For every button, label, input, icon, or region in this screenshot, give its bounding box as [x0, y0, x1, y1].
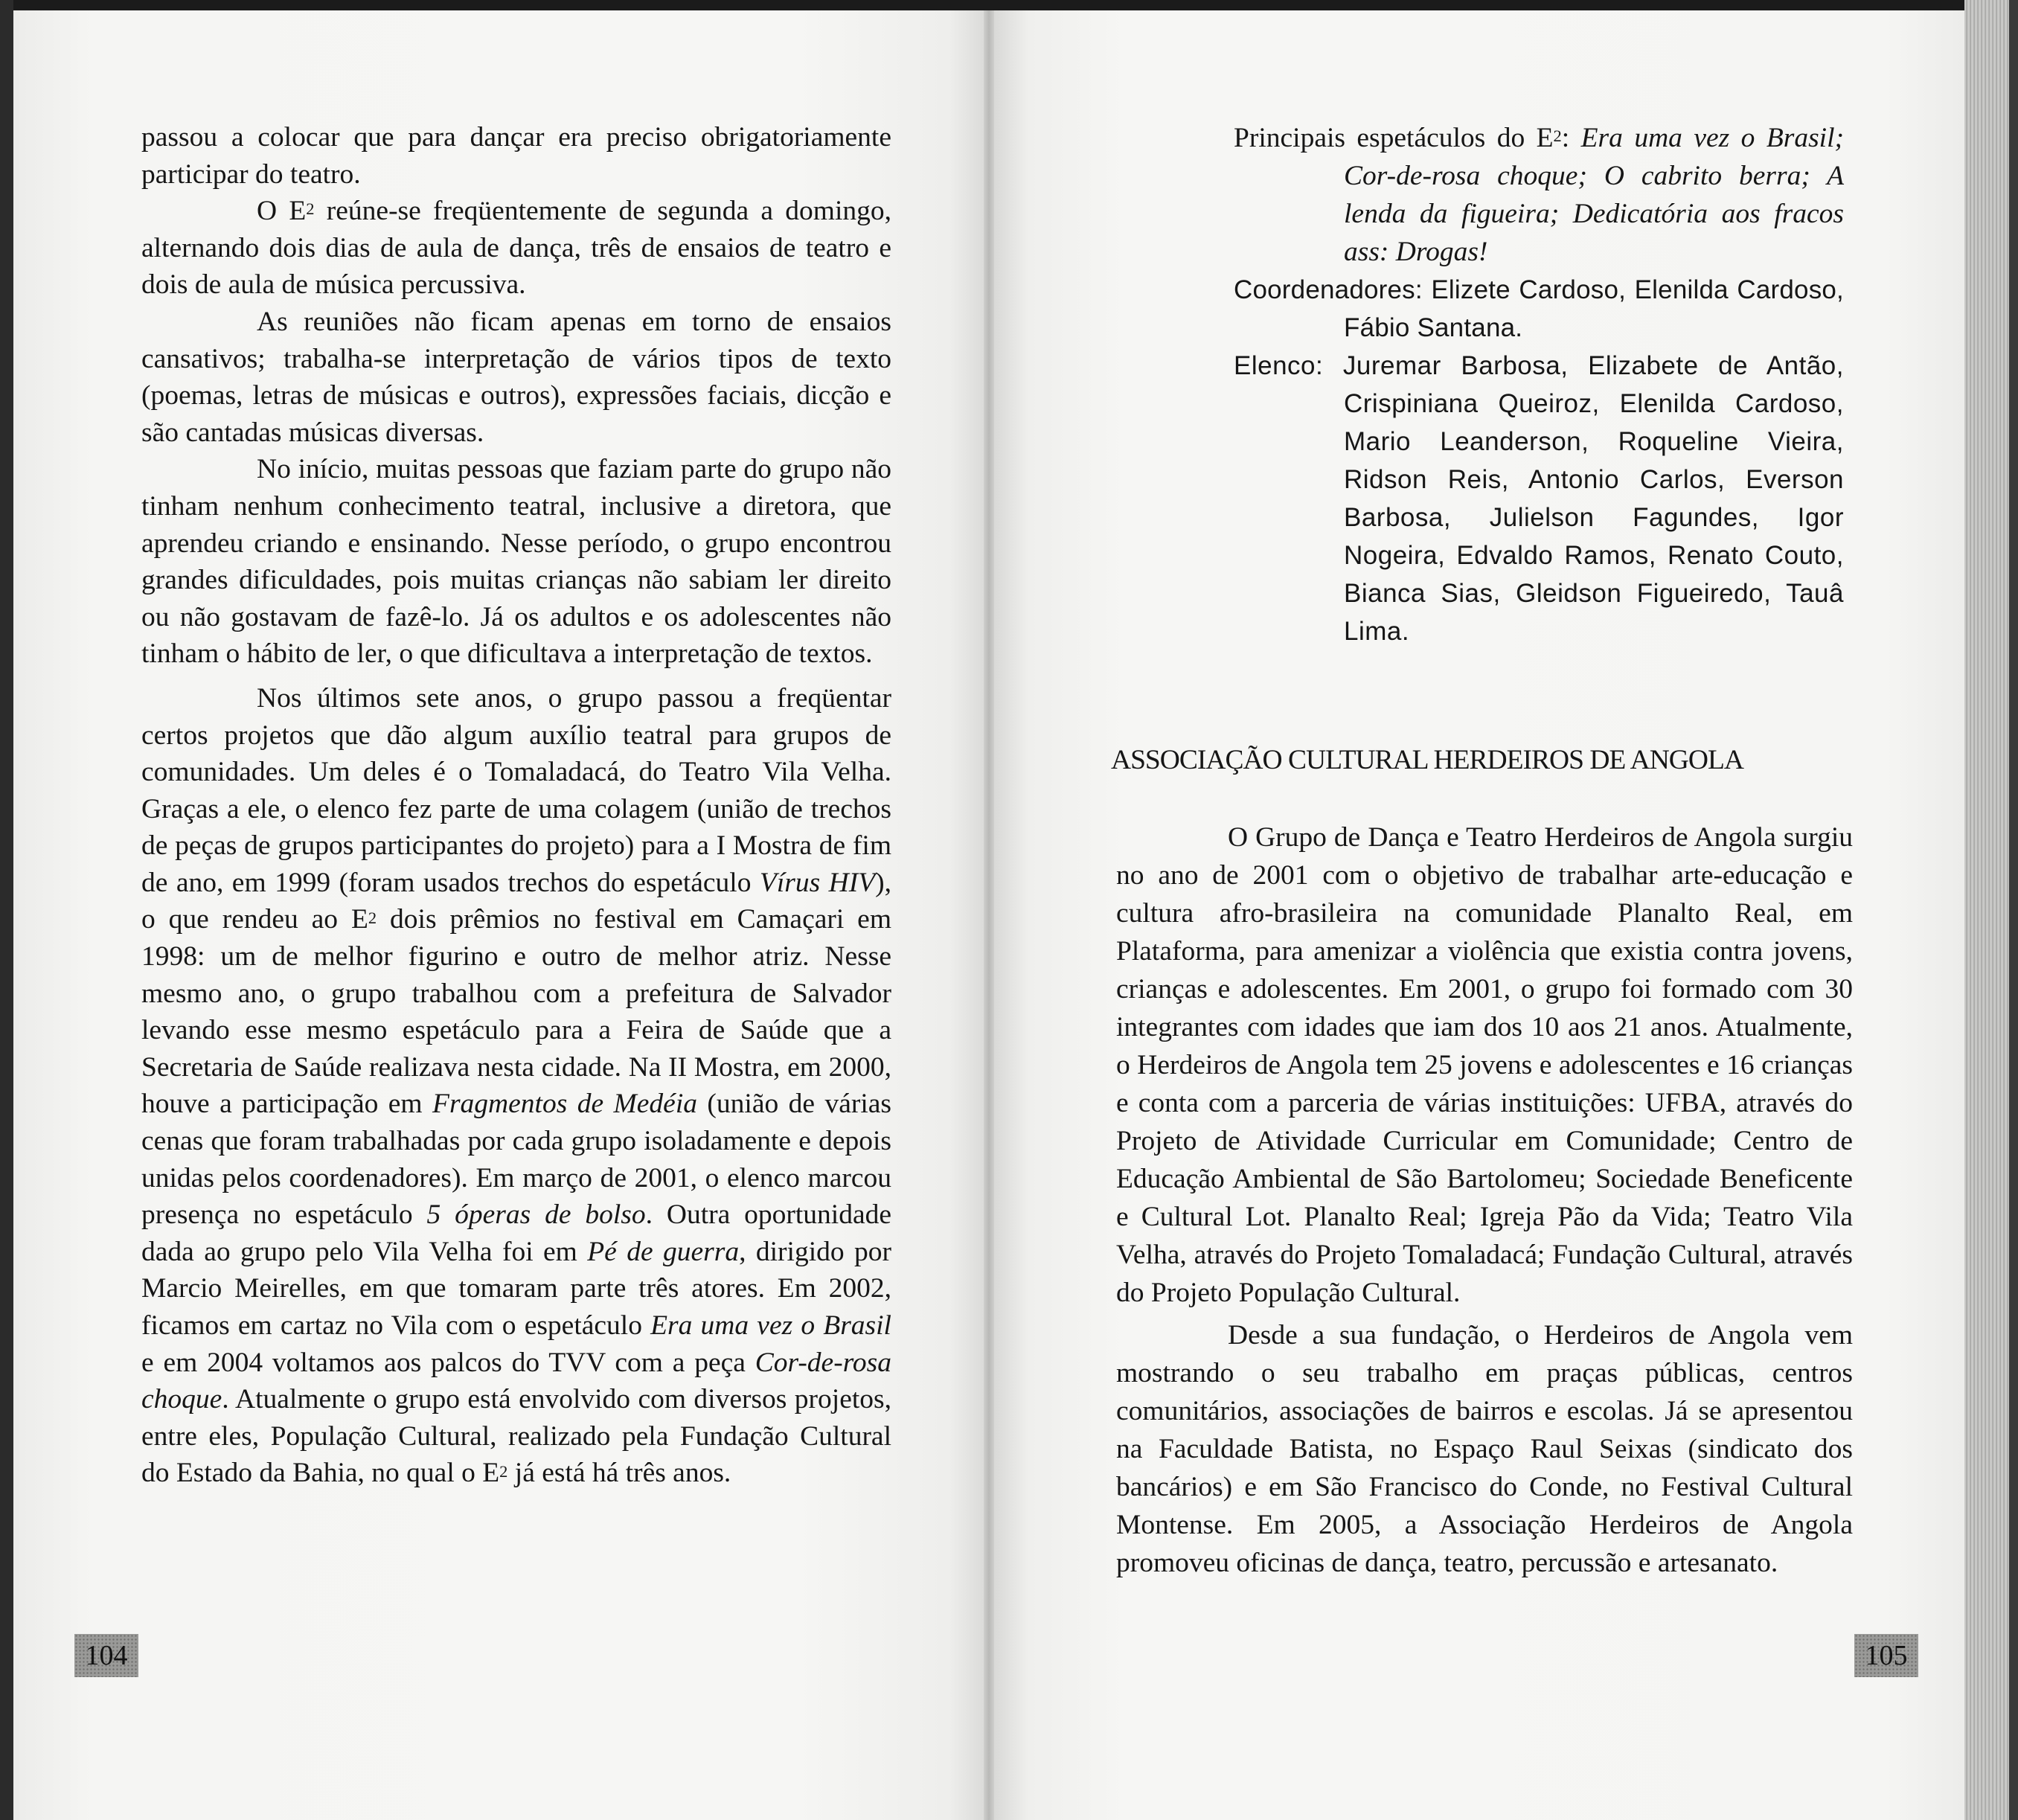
text-run: . Outra oportunidade dada ao grupo pelo Vila Velha foi em [141, 1199, 891, 1267]
italic-title: Era uma vez o Brasil [650, 1310, 891, 1341]
credits-label: : [1561, 123, 1581, 153]
text-run: , dirigido por Marcio Meirelles, em que tomaram parte três atores. Em 2002, ficamos em cartaz no Vila com o espetáculo [141, 1236, 892, 1341]
superscript: 2 [499, 1461, 508, 1481]
section-title: ASSOCIAÇÃO CULTURAL HERDEIROS DE ANGOLA [1111, 745, 1743, 775]
text-run: O E [257, 196, 307, 227]
right-page-text [1116, 818, 1853, 1582]
paragraph [141, 451, 891, 673]
italic-title: Cor-de-rosa choque [141, 1347, 891, 1415]
paragraph [141, 304, 891, 451]
credits-coordinators [1234, 271, 1844, 347]
credits-label: Principais espetáculos do E [1234, 123, 1554, 153]
paragraph [141, 680, 891, 1492]
superscript: 2 [306, 199, 315, 219]
credits-value: Elizete Cardoso, Elenilda Cardoso, Fábio Santana. [1344, 275, 1844, 342]
text-run: No início, muitas pessoas que faziam parte do grupo não tinham nenhum conhecimento teatral, inclusive a diretora, que aprendeu criando e ensinando. Nesse período, o grupo encontrou grandes dificuldades, pois muitas crianças não sabiam ler direito ou não gostavam de fazê-lo. Já os adultos e os adolescentes não tinham o hábito de ler, o que dificultava a interpretação de textos. [141, 454, 891, 670]
superscript: 2 [1553, 126, 1562, 146]
shows-list: Era uma vez o Brasil; Cor-de-rosa choque; O cabrito berra; A lenda da figueira; Dedicatória aos fracos ass: Drogas! [1344, 123, 1844, 267]
left-page-text [141, 119, 891, 1492]
text-run: . Atualmente o grupo está envolvido com diversos projetos, entre eles, População Cultural, realizado pela Fundação Cultural do Estado da Bahia, no qual o E [141, 1384, 891, 1489]
scan-right-edge [2009, 0, 2018, 1820]
text-run: já está há três anos. [507, 1458, 731, 1489]
text-run: dois prêmios no festival em Camaçari em 1998: um de melhor figurino e outro de melhor atriz. Nesse mesmo ano, o grupo trabalhou com a prefeitura de Salvador levando esse mesmo espetáculo para a Feira de Saúde que a Secretaria de Saúde realizava nesta cidade. Na II Mostra, em 2000, houve a participação em [141, 904, 891, 1120]
text-run: Nos últimos sete anos, o grupo passou a freqüentar certos projetos que dão algum auxílio teatral para grupos de comunidades. Um deles é o Tomaladacá, do Teatro Vila Velha. Graças a ele, o elenco fez parte de uma colagem (união de trechos de peças de grupos participantes do projeto) para a I Mostra de fim de ano, em 1999 (foram usados trechos do espetáculo [141, 682, 891, 898]
text-run: ), o que rendeu ao E [141, 867, 891, 935]
text-run: reúne-se freqüentemente de segunda a domingo, alternando dois dias de aula de dança, três de ensaios de teatro e dois de aula de música percussiva. [141, 196, 891, 301]
text-run: As reuniões não ficam apenas em torno de ensaios cansativos; trabalha-se interpretação de vários tipos de texto (poemas, letras de músicas e outros), expressões faciais, dicção e são cantadas músicas diversas. [141, 306, 891, 448]
paragraph [141, 119, 891, 193]
credits-label: Elenco: [1234, 351, 1343, 380]
credits-block [1234, 119, 1844, 650]
credits-cast [1234, 347, 1844, 650]
italic-title: Fragmentos de Medéia [432, 1089, 697, 1120]
page-number-left: 104 [74, 1634, 138, 1677]
scan-left-edge [0, 0, 13, 1820]
italic-title: Vírus HIV [759, 867, 876, 898]
text-run: e em 2004 voltamos aos palcos do TVV com a peça [141, 1347, 755, 1378]
italic-title: Pé de guerra [587, 1236, 740, 1267]
credits-shows [1234, 119, 1844, 271]
book-gutter [984, 10, 994, 1820]
text-run: passou a colocar que para dançar era preciso obrigatoriamente participar do teatro. [141, 122, 891, 190]
page-number-right: 105 [1854, 1634, 1918, 1677]
paragraph [141, 193, 891, 304]
text-run: (união de várias cenas que foram trabalhadas por cada grupo isoladamente e depois unidas pelos coordenadores). Em março de 2001, o elenco marcou presença no espetáculo [141, 1089, 892, 1231]
superscript: 2 [368, 908, 377, 927]
credits-label: Coordenadores: [1234, 275, 1432, 304]
italic-title: 5 óperas de bolso [426, 1199, 646, 1231]
credits-value: Juremar Barbosa, Elizabete de Antão, Crispiniana Queiroz, Elenilda Cardoso, Mario Leanderson, Roqueline Vieira, Ridson Reis, Antonio Carlos, Everson Barbosa, Julielson Fagundes, Igor Nogeira, Edvaldo Ramos, Renato Couto, Bianca Sias, Gleidson Figueiredo, Tauâ Lima. [1342, 351, 1845, 646]
paragraph: Desde a sua fundação, o Herdeiros de Angola vem mostrando o seu trabalho em praças públicas, centros comunitários, associações de bairros e escolas. Já se apresentou na Faculdade Batista, no Espaço Raul Seixas (sindicato dos bancários) e em São Francisco do Conde, no Festival Cultural Montense. Em 2005, a Associação Herdeiros de Angola promoveu oficinas de dança, teatro, percussão e artesanato. [1116, 1320, 1853, 1578]
paragraph: O Grupo de Dança e Teatro Herdeiros de Angola surgiu no ano de 2001 com o objetivo de trabalhar arte-educação e cultura afro-brasileira na comunidade Planalto Real, em Plataforma, para amenizar a violência que existia contra jovens, crianças e adolescentes. Em 2001, o grupo foi formado com 30 integrantes com idades que iam dos 10 aos 21 anos. Atualmente, o Herdeiros de Angola tem 25 jovens e adolescentes e 16 crianças e conta com a parceria de várias instituições: UFBA, através do Projeto de Atividade Curricular em Comunidade; Centro de Educação Ambiental de São Bartolomeu; Sociedade Beneficente e Cultural Lot. Planalto Real; Igreja Pão da Vida; Teatro Vila Velha, através do Projeto Tomaladacá; Fundação Cultural, através do Projeto População Cultural. [1116, 822, 1853, 1308]
